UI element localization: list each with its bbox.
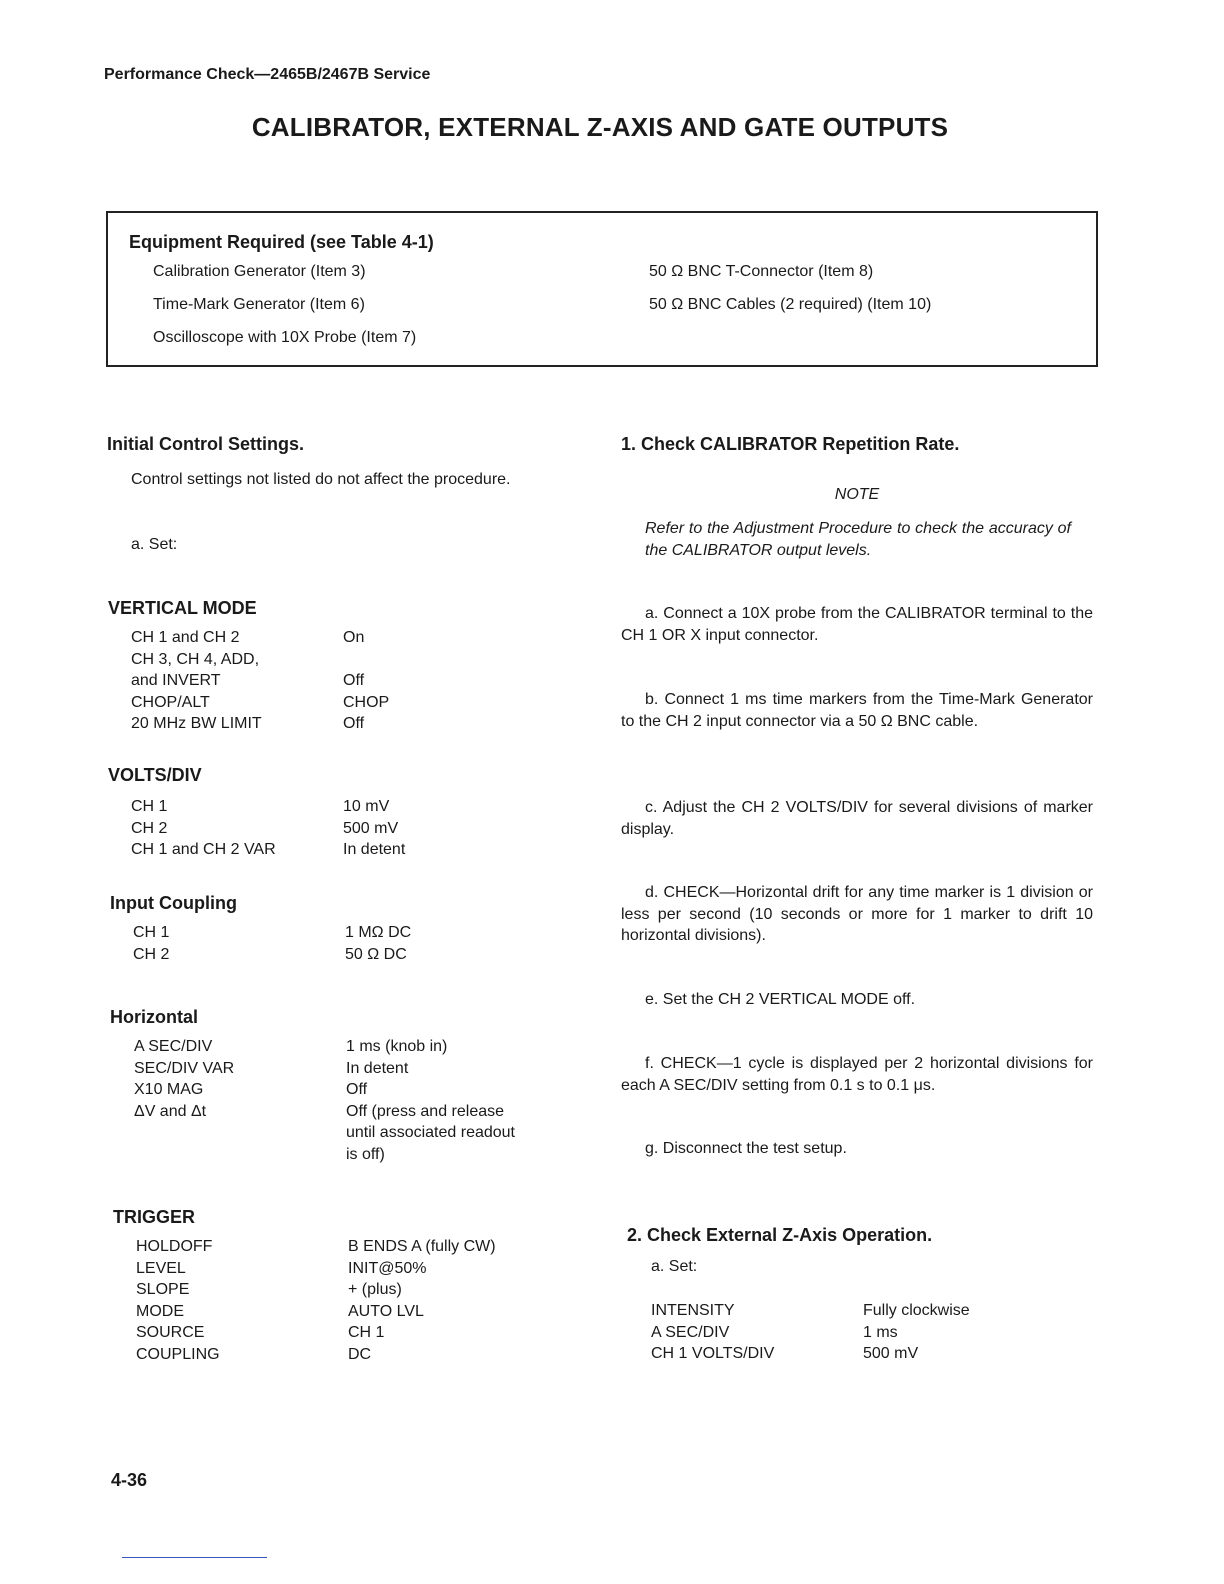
setting-name: A SEC/DIV [651,1323,730,1341]
setting-value: + (plus) [348,1281,402,1298]
setting-value: In detent [346,1059,409,1077]
setting-name: INTENSITY [651,1302,735,1319]
equipment-heading: Equipment Required (see Table 4-1) [129,232,434,252]
step2-heading: 2. Check External Z-Axis Operation. [627,1225,933,1245]
horizontal-heading: Horizontal [110,1007,198,1027]
settings-row [131,839,543,861]
setting-value: 1 ms [863,1323,898,1341]
page-number: 4-36 [111,1470,148,1490]
step1-e: e. Set the CH 2 VERTICAL MODE off. [645,991,916,1008]
setting-name: MODE [136,1302,184,1320]
settings-row [651,1322,1063,1344]
equipment-box [106,211,1098,367]
setting-value: 1 MΩ DC [345,924,412,941]
initial-set-label: a. Set: [131,536,178,553]
equipment-item: 50 Ω BNC Cables (2 required) (Item 10) [649,296,932,313]
trigger-heading: TRIGGER [113,1207,196,1227]
setting-value: Off (press and release [346,1102,505,1120]
settings-row [134,1058,546,1080]
step1-c: c. Adjust the CH 2 VOLTS/DIV for several divisions of marker display. [621,799,1093,838]
setting-name: CH 1 [131,798,168,815]
setting-value: Off [343,715,365,732]
setting-value: CH 1 [348,1324,385,1341]
setting-value: 500 mV [343,819,399,837]
initial-settings-heading: Initial Control Settings. [107,434,304,454]
setting-name: CH 2 [133,945,170,963]
input-coupling-heading: Input Coupling [110,893,237,913]
setting-name: HOLDOFF [136,1238,213,1255]
step1-a: a. Connect a 10X probe from the CALIBRATOR terminal to the CH 1 OR X input connector. [621,605,1093,644]
setting-value: INIT@50% [348,1259,427,1277]
equipment-item: Calibration Generator (Item 3) [153,263,366,280]
setting-name: SLOPE [136,1281,190,1298]
page-title: CALIBRATOR, EXTERNAL Z-AXIS AND GATE OUTPUTS [251,112,949,142]
step2-set-label: a. Set: [651,1258,698,1275]
settings-row [134,1122,546,1144]
setting-name: CHOP/ALT [131,693,210,711]
vertical-mode-table [131,627,543,735]
setting-value: In detent [343,841,406,858]
settings-row [133,944,545,966]
settings-row [131,796,543,818]
step1-f: f. CHECK—1 cycle is displayed per 2 horizontal divisions for each A SEC/DIV setting from 0.1 s to 0.1 μs. [621,1055,1093,1094]
settings-row [131,818,543,840]
vertical-mode-heading: VERTICAL MODE [108,598,257,618]
settings-row [134,1101,546,1123]
setting-value: B ENDS A (fully CW) [348,1238,496,1255]
setting-value: Fully clockwise [863,1302,970,1319]
equipment-item: 50 Ω BNC T-Connector (Item 8) [649,263,874,280]
setting-value: until associated readout [346,1124,515,1141]
settings-row [133,922,545,944]
settings-row [134,1036,546,1058]
settings-row [131,649,543,671]
note-label: NOTE [834,486,880,503]
setting-name: SEC/DIV VAR [134,1059,235,1077]
settings-row [136,1236,548,1258]
settings-row [136,1322,548,1344]
settings-row [131,670,543,692]
step1-d: d. CHECK—Horizontal drift for any time marker is 1 division or less per second (10 seconds or more for 1 marker to drift 10 horizontal divisions). [621,884,1093,944]
setting-name: CH 3, CH 4, ADD, [131,650,260,668]
step1-b: b. Connect 1 ms time markers from the Time-Mark Generator to the CH 2 input connector via a 50 Ω BNC cable. [621,691,1093,730]
settings-row [131,713,543,735]
running-header: Performance Check—2465B/2467B Service [104,66,431,83]
settings-row [136,1279,548,1301]
setting-name: CH 1 [133,924,170,941]
horizontal-table [134,1036,546,1165]
setting-value: CHOP [343,693,390,711]
settings-row [134,1144,546,1166]
setting-name: CH 1 and CH 2 [131,629,240,646]
initial-settings-note: Control settings not listed do not affect the procedure. [131,471,511,488]
setting-value: AUTO LVL [348,1302,424,1320]
setting-value: Off [346,1081,368,1098]
setting-name: COUPLING [136,1345,220,1363]
setting-name: CH 1 and CH 2 VAR [131,841,276,858]
setting-name: X10 MAG [134,1081,204,1098]
trigger-table [136,1236,548,1365]
settings-row [131,692,543,714]
note-text: Refer to the Adjustment Procedure to check the accuracy of the CALIBRATOR output levels. [645,520,1071,559]
setting-name: SOURCE [136,1324,205,1341]
settings-row [136,1301,548,1323]
setting-value: 1 ms (knob in) [346,1038,448,1055]
setting-value: DC [348,1345,372,1363]
footer-rule [122,1557,267,1558]
setting-name: and INVERT [131,672,221,689]
setting-name: CH 1 VOLTS/DIV [651,1345,775,1362]
setting-name: A SEC/DIV [134,1038,213,1055]
volts-div-heading: VOLTS/DIV [108,765,202,785]
setting-value: Off [343,672,365,689]
setting-value: On [343,629,365,646]
setting-value [343,649,543,671]
volts-div-table [131,796,543,861]
input-coupling-table [133,922,545,965]
setting-value: 50 Ω DC [345,945,407,963]
step2-table [651,1300,1063,1365]
settings-row [136,1258,548,1280]
setting-value: 10 mV [343,798,390,815]
settings-row [651,1300,1063,1322]
settings-row [651,1343,1063,1365]
setting-name: 20 MHz BW LIMIT [131,715,262,732]
setting-value: 500 mV [863,1345,919,1362]
setting-name: CH 2 [131,819,168,837]
equipment-item: Time-Mark Generator (Item 6) [153,296,365,313]
setting-name: LEVEL [136,1259,186,1277]
step1-g: g. Disconnect the test setup. [645,1140,847,1157]
settings-row [131,627,543,649]
setting-name [134,1144,346,1166]
step1-heading: 1. Check CALIBRATOR Repetition Rate. [621,434,960,454]
setting-name [134,1122,346,1144]
setting-name: ΔV and Δt [134,1102,207,1120]
settings-row [134,1079,546,1101]
setting-value: is off) [346,1145,385,1163]
settings-row [136,1344,548,1366]
equipment-item: Oscilloscope with 10X Probe (Item 7) [153,329,417,346]
